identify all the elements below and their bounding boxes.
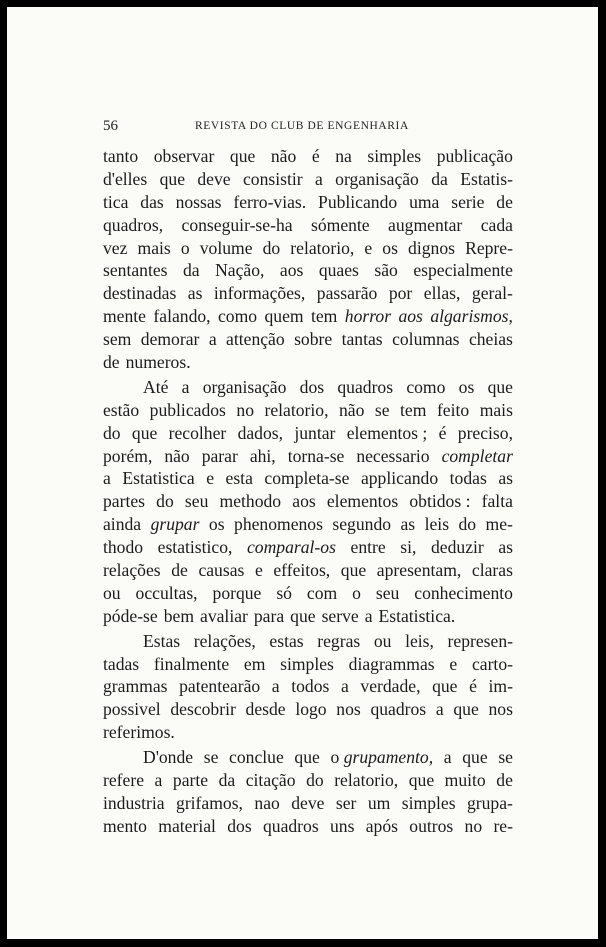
word: por xyxy=(388,283,413,304)
word: a xyxy=(443,747,452,768)
word: ellas, xyxy=(423,283,461,304)
word: cheias xyxy=(468,329,513,350)
text-line xyxy=(103,513,513,536)
word: que xyxy=(340,560,367,581)
word: comparal-os xyxy=(247,537,336,558)
word: da xyxy=(218,770,236,791)
word: descobrir xyxy=(170,699,236,720)
word: não xyxy=(270,146,297,166)
word: as xyxy=(498,468,513,489)
word: augmentar xyxy=(388,214,463,235)
text-line xyxy=(103,145,513,168)
word: que xyxy=(290,605,316,626)
word: desde xyxy=(245,699,286,720)
word: elementos xyxy=(326,491,399,512)
word: quadros xyxy=(337,376,394,397)
word: tem xyxy=(310,306,338,327)
paragraph xyxy=(103,145,513,374)
word: a xyxy=(314,168,323,189)
word: serie xyxy=(451,191,485,212)
word: thodo xyxy=(103,537,144,558)
word: que xyxy=(408,770,435,791)
word: o xyxy=(352,582,361,603)
word: são xyxy=(374,260,398,281)
word: applicando xyxy=(360,468,439,489)
text-line xyxy=(103,445,513,468)
word: partes xyxy=(103,491,146,512)
word: os xyxy=(458,376,475,397)
word: serve xyxy=(321,605,359,626)
word: destinadas xyxy=(103,283,177,304)
word: D'onde xyxy=(143,747,194,768)
text-line xyxy=(103,214,513,237)
word: de xyxy=(171,560,188,581)
word: quaes xyxy=(318,260,359,281)
word: carto- xyxy=(471,653,513,674)
word: simples xyxy=(401,792,456,813)
word: represen- xyxy=(447,630,513,651)
text-line xyxy=(103,237,513,260)
paragraph xyxy=(103,376,513,628)
word: publicados xyxy=(149,399,226,420)
word: todas xyxy=(449,468,487,489)
word: occultas, xyxy=(135,582,198,603)
body-text xyxy=(103,145,513,838)
word: grifamos, xyxy=(176,792,243,813)
word: seu xyxy=(375,582,400,603)
word: relatorio, xyxy=(290,237,355,258)
word: muito xyxy=(444,770,486,791)
word: feito xyxy=(436,399,470,420)
word: completar xyxy=(441,445,513,466)
word: dados, xyxy=(237,422,284,443)
word: deve xyxy=(291,792,325,813)
word: preciso, xyxy=(457,422,513,443)
word: no xyxy=(236,399,254,420)
word: parar xyxy=(201,445,238,466)
word: do xyxy=(458,514,477,535)
word: no xyxy=(464,815,483,836)
word: grammas xyxy=(103,676,168,697)
word: grupa- xyxy=(466,792,513,813)
text-line xyxy=(103,328,513,351)
word: que xyxy=(294,747,320,768)
word: após xyxy=(365,815,398,836)
word: leis, xyxy=(405,630,434,651)
word: quadros xyxy=(262,815,319,836)
word: só xyxy=(276,582,292,603)
text-line xyxy=(103,168,513,191)
word: estatistico, xyxy=(157,537,233,558)
running-title: REVISTA DO CLUB DE ENGENHARIA xyxy=(195,120,409,132)
word: relações, xyxy=(193,630,256,651)
word: causas xyxy=(198,560,245,581)
word: citação xyxy=(245,770,296,791)
word: e xyxy=(364,237,373,258)
word: organisação xyxy=(335,168,419,189)
word: de xyxy=(496,191,513,212)
word: como xyxy=(217,306,258,327)
word: mento xyxy=(103,815,147,836)
word: que xyxy=(159,168,185,189)
word: segundo xyxy=(332,514,392,535)
word: sem xyxy=(103,329,132,350)
word: necessario xyxy=(356,445,430,466)
word: im- xyxy=(488,676,513,697)
word: e xyxy=(254,560,263,581)
word: tantas xyxy=(341,329,383,350)
word: Repre- xyxy=(465,237,513,258)
word: avaliar xyxy=(200,605,248,626)
word: columnas xyxy=(392,329,460,350)
word: é xyxy=(469,676,477,697)
paragraph xyxy=(103,746,513,838)
word: do xyxy=(306,770,324,791)
word: e xyxy=(206,468,214,489)
text-line xyxy=(103,422,513,445)
word: relatorio, xyxy=(264,399,329,420)
word: nos xyxy=(336,699,361,720)
word: as xyxy=(187,283,203,304)
word: conseguir-se-ha xyxy=(181,214,293,235)
word: ainda xyxy=(103,514,142,535)
text-line xyxy=(103,792,513,815)
word: esta xyxy=(225,468,253,489)
word: não xyxy=(338,399,365,420)
word: é xyxy=(438,422,447,443)
word: que xyxy=(432,676,458,697)
word: material xyxy=(158,815,216,836)
word: tica xyxy=(103,191,129,212)
word: grupar xyxy=(150,514,200,535)
text-line xyxy=(103,376,513,399)
word: os xyxy=(208,514,225,535)
word: re- xyxy=(493,815,513,836)
word: as xyxy=(400,514,416,535)
word: Estatis- xyxy=(460,168,513,189)
word: finalmente xyxy=(153,653,230,674)
word: d'elles xyxy=(103,168,148,189)
word: que xyxy=(229,146,256,166)
word: tanto xyxy=(103,146,139,166)
word: especialmente xyxy=(413,260,513,281)
word: industria xyxy=(103,792,165,813)
word: informações, xyxy=(213,283,306,304)
word: nos xyxy=(488,699,513,720)
word: ou xyxy=(373,630,392,651)
word: a xyxy=(154,770,163,791)
word: quadros xyxy=(370,699,427,720)
word: a xyxy=(435,699,444,720)
word: outros xyxy=(409,815,454,836)
text-line xyxy=(103,536,513,559)
word: os xyxy=(382,237,398,258)
word: seu xyxy=(184,491,209,512)
word: e xyxy=(449,653,458,674)
word: cada xyxy=(480,214,513,235)
text-line xyxy=(103,605,513,628)
word: ferro-vias. xyxy=(233,191,307,212)
word: aos xyxy=(279,260,304,281)
word: obtidos : xyxy=(409,491,471,512)
word: simples xyxy=(367,146,422,166)
word: um xyxy=(367,792,391,813)
word: demorar xyxy=(140,329,200,350)
word: Publicando xyxy=(318,191,398,212)
word: todos xyxy=(291,676,330,697)
text-line xyxy=(103,399,513,422)
word: attenção xyxy=(226,329,285,350)
word: referimos. xyxy=(103,722,175,743)
word: numeros. xyxy=(125,352,191,373)
word: phenomenos xyxy=(234,514,323,535)
word: leis xyxy=(424,514,450,535)
text-line xyxy=(103,259,513,282)
word: para xyxy=(253,605,285,626)
word: uns xyxy=(329,815,355,836)
word: claras xyxy=(471,560,513,581)
word: parte xyxy=(172,770,209,791)
word: mente xyxy=(103,306,146,327)
word: ser xyxy=(335,792,357,813)
word: horror xyxy=(344,306,392,327)
paragraph xyxy=(103,630,513,744)
text-line xyxy=(103,815,513,838)
word: nao xyxy=(254,792,280,813)
word: regras xyxy=(317,630,361,651)
word: torna-se xyxy=(287,445,345,466)
word: póde-se xyxy=(103,605,158,626)
word: que xyxy=(453,699,479,720)
word: de xyxy=(103,352,120,373)
word: Estatistica. xyxy=(378,605,456,626)
word: que xyxy=(131,422,158,443)
text-line xyxy=(103,490,513,513)
word: juntar xyxy=(294,422,336,443)
text-line xyxy=(103,769,513,792)
word: porque xyxy=(212,582,262,603)
word: conclue xyxy=(229,747,284,768)
word: do xyxy=(156,491,174,512)
word: sómente xyxy=(310,214,370,235)
word: quem xyxy=(264,306,304,327)
word: ou xyxy=(103,582,121,603)
word: aos xyxy=(292,491,316,512)
word: publicação xyxy=(436,146,513,166)
word: conhecimento xyxy=(414,582,513,603)
word: como xyxy=(406,376,446,397)
word: simples xyxy=(280,653,334,674)
word: uma xyxy=(409,191,440,212)
text-line xyxy=(103,305,513,328)
text-line xyxy=(103,559,513,582)
word: o xyxy=(180,237,190,258)
word: estão xyxy=(103,399,140,420)
word: em xyxy=(243,653,266,674)
word: da xyxy=(431,168,448,189)
word: algarismos, xyxy=(430,306,513,327)
text-line xyxy=(103,746,513,769)
word: ahi, xyxy=(249,445,276,466)
word: relações xyxy=(103,560,161,581)
word: diagrammas xyxy=(348,653,435,674)
word: o grupamento, xyxy=(330,747,434,768)
word: tem xyxy=(400,399,427,420)
word: a xyxy=(271,676,280,697)
text-line xyxy=(103,351,513,374)
word: do xyxy=(262,237,281,258)
word: completa-se xyxy=(264,468,350,489)
word: Nação, xyxy=(215,260,265,281)
word: si, xyxy=(400,537,417,558)
word: bem xyxy=(163,605,195,626)
word: consistir xyxy=(242,168,303,189)
word: Estatistica xyxy=(122,468,195,489)
word: falando, xyxy=(153,306,211,327)
word: de xyxy=(496,770,513,791)
text-line xyxy=(103,582,513,605)
word: logo xyxy=(295,699,327,720)
word: tadas xyxy=(103,653,140,674)
text-line xyxy=(103,630,513,653)
text-line xyxy=(103,467,513,490)
word: entre xyxy=(350,537,386,558)
text-line xyxy=(103,675,513,698)
text-line xyxy=(103,698,513,721)
word: não xyxy=(164,445,190,466)
word: verdade, xyxy=(360,676,421,697)
word: organisação xyxy=(202,376,287,397)
word: apresentam, xyxy=(376,560,462,581)
text-line xyxy=(103,191,513,214)
word: dos xyxy=(227,815,252,836)
word: deve xyxy=(197,168,231,189)
word: possivel xyxy=(103,699,161,720)
word: porém, xyxy=(103,445,153,466)
word: deduzir xyxy=(431,537,484,558)
word: quadros, xyxy=(103,214,164,235)
word: com xyxy=(306,582,338,603)
word: geral- xyxy=(471,283,513,304)
word: a xyxy=(103,468,111,489)
word: Até xyxy=(143,376,169,397)
word: elementos ; xyxy=(346,422,428,443)
word: é xyxy=(311,146,320,166)
word: mais xyxy=(479,399,513,420)
text-line xyxy=(103,653,513,676)
text-line xyxy=(103,721,513,744)
page-header xyxy=(103,116,513,138)
word: me- xyxy=(485,514,513,535)
word: patentearão xyxy=(179,676,261,697)
word: estas xyxy=(269,630,304,651)
word: do xyxy=(103,422,121,443)
word: dignos xyxy=(408,237,455,258)
word: se xyxy=(374,399,390,420)
text-line xyxy=(103,282,513,305)
book-page xyxy=(7,7,598,939)
word: mais xyxy=(137,237,171,258)
word: aos xyxy=(398,306,423,327)
word: recolher xyxy=(168,422,227,443)
word: as xyxy=(498,537,513,558)
word: a xyxy=(208,329,217,350)
word: Estas xyxy=(143,630,181,651)
word: se xyxy=(498,747,513,768)
word: observar xyxy=(153,146,215,166)
word: methodo xyxy=(219,491,282,512)
word: que xyxy=(487,376,513,397)
page-number: 56 xyxy=(103,118,118,134)
word: da xyxy=(182,260,200,281)
word: a xyxy=(364,605,373,626)
word: dos xyxy=(299,376,325,397)
word: relatorio, xyxy=(334,770,399,791)
word: passarão xyxy=(316,283,378,304)
word: se xyxy=(203,747,219,768)
word: das xyxy=(140,191,164,212)
word: na xyxy=(335,146,352,166)
word: sobre xyxy=(294,329,333,350)
word: a xyxy=(181,376,190,397)
word: effeitos, xyxy=(273,560,331,581)
word: a xyxy=(340,676,349,697)
word: sentantes xyxy=(103,260,168,281)
word: nossas xyxy=(175,191,222,212)
word: que xyxy=(462,747,488,768)
word: refere xyxy=(103,770,145,791)
word: falta xyxy=(481,491,513,512)
word: volume xyxy=(199,237,253,258)
word: vez xyxy=(103,237,128,258)
